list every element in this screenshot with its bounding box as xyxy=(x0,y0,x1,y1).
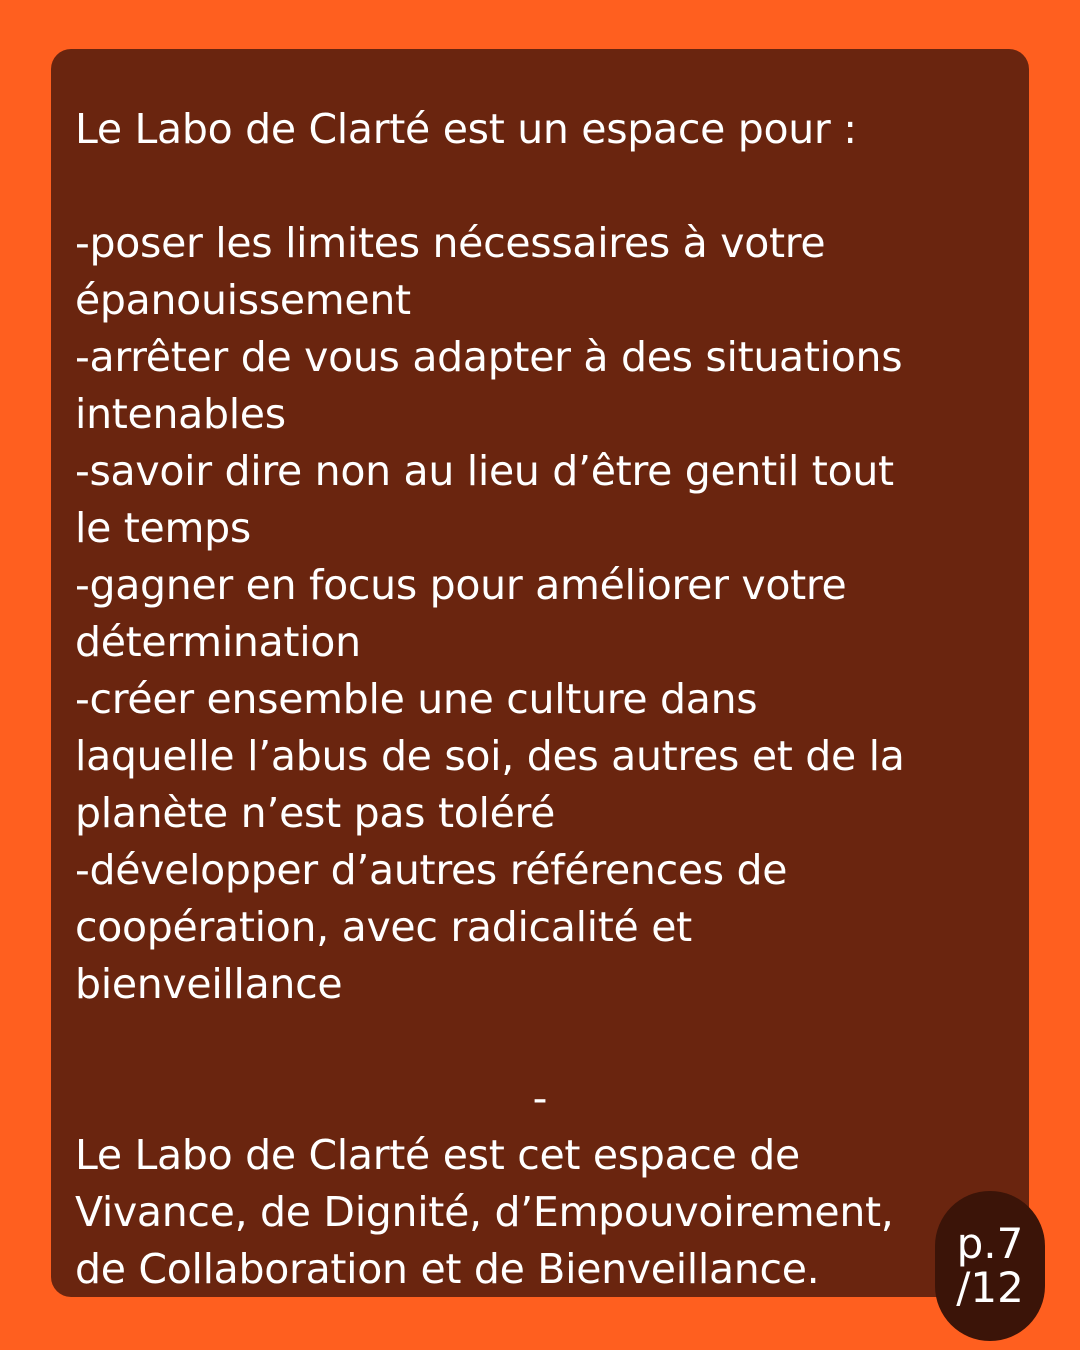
list-item xyxy=(75,842,1005,1013)
list-item xyxy=(75,557,1005,671)
page-indicator-badge xyxy=(935,1191,1045,1341)
list-item-line: -gagner en focus pour améliorer votre xyxy=(75,561,847,609)
list-item-line: détermination xyxy=(75,618,361,666)
list-item-line: planète n’est pas toléré xyxy=(75,789,556,837)
list-item xyxy=(75,671,1005,842)
list-item-line: -savoir dire non au lieu d’être gentil tout xyxy=(75,447,894,495)
list-item-line: le temps xyxy=(75,504,251,552)
benefit-list xyxy=(75,215,1005,1013)
list-item-line: intenables xyxy=(75,390,286,438)
list-item-line: -poser les limites nécessaires à votre xyxy=(75,219,826,267)
list-item-line: coopération, avec radicalité et xyxy=(75,903,692,951)
page-total: /12 xyxy=(956,1263,1024,1312)
list-item-line: épanouissement xyxy=(75,276,411,324)
list-item-line: -créer ensemble une culture dans xyxy=(75,675,758,723)
closing-line: Le Labo de Clarté est cet espace de xyxy=(75,1131,800,1179)
list-item xyxy=(75,215,1005,329)
closing-line: de Collaboration et de Bienveillance. xyxy=(75,1245,820,1293)
closing-paragraph xyxy=(75,1127,1005,1298)
page-number: p.7 xyxy=(956,1219,1024,1268)
list-item xyxy=(75,329,1005,443)
spacer xyxy=(75,158,1005,215)
list-item-line: -arrêter de vous adapter à des situations xyxy=(75,333,903,381)
content-card xyxy=(51,49,1029,1297)
intro-text: Le Labo de Clarté est un espace pour : xyxy=(75,105,857,153)
closing-line: Vivance, de Dignité, d’Empouvoirement, xyxy=(75,1188,894,1236)
list-item-line: bienveillance xyxy=(75,960,343,1008)
list-item-line: laquelle l’abus de soi, des autres et de la xyxy=(75,732,905,780)
separator-dash: - xyxy=(532,1074,548,1122)
list-item xyxy=(75,443,1005,557)
spacer xyxy=(75,1013,1005,1070)
list-item-line: -développer d’autres références de xyxy=(75,846,788,894)
